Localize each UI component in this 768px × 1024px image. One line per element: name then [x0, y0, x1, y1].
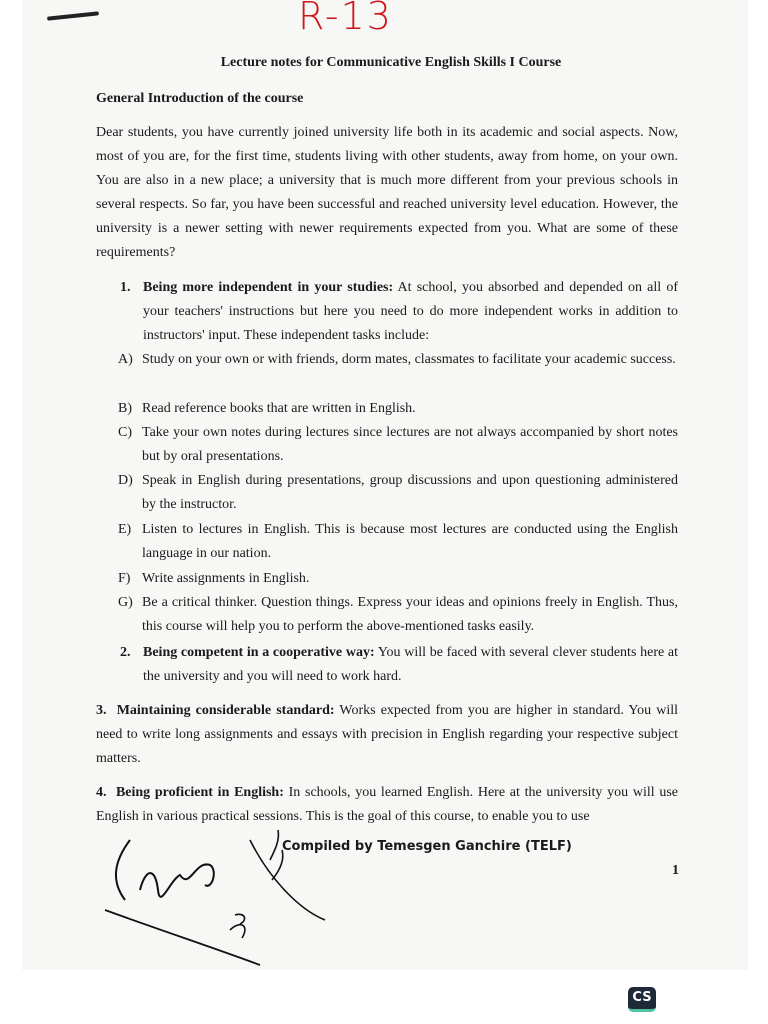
sub-item-text: Speak in English during presentations, group discussions and upon questioning administered by the instructor.: [142, 473, 678, 512]
sub-item-label: D): [118, 473, 133, 488]
sub-item-text: Be a critical thinker. Question things. Express your ideas and opinions freely in English. Thus, this course will help you to perform the above-mentioned tasks easily.: [142, 595, 678, 634]
sub-item-text: Study on your own or with friends, dorm mates, classmates to facilitate your academic success.: [142, 352, 676, 367]
sub-item-label: A): [118, 352, 133, 367]
footer-credit: Compiled by Temesgen Ganchire (TELF): [282, 839, 572, 854]
sub-item-d: [118, 469, 678, 517]
item-text: You will be faced with several clever students here at the university and you will need to work hard.: [143, 645, 679, 684]
list-item-2: [120, 641, 678, 689]
sub-item-c: [118, 421, 678, 469]
sub-item-e: [118, 518, 678, 566]
document-title: Lecture notes for Communicative English Skills I Course: [220, 55, 562, 70]
item-number: 4.: [96, 785, 107, 800]
sub-item-g: [118, 591, 678, 639]
sub-item-label: B): [118, 401, 132, 416]
item-title: Maintaining considerable standard:: [116, 703, 335, 718]
sub-item-f: [118, 567, 678, 591]
section-heading: General Introduction of the course: [96, 91, 304, 106]
intro-paragraph: Dear students, you have currently joined university life both in its academic and social aspects. Now, most of you are, for the first time, students living with other students, away from home, on your own. You are also in a new place; a university that is much more different from your previous schools in several respects. So far, you have been successful and reached university level education. However, the university is a newer setting with newer requirements expected from you. What are some of these requirements?: [96, 125, 678, 260]
camscanner-badge: CS: [628, 987, 656, 1012]
list-item-1: [120, 276, 678, 348]
item-title: Being proficient in English:: [115, 785, 284, 800]
sub-item-label: G): [118, 595, 133, 610]
list-item-3: [96, 699, 678, 771]
item-text: In schools, you learned English. Here at the university you will use English in various practical sessions. This is the goal of this course, to enable you to use: [96, 785, 679, 824]
sub-item-text: Read reference books that are written in English.: [142, 401, 416, 416]
item-number: 1.: [120, 280, 131, 295]
sub-item-text: Listen to lectures in English. This is because most lectures are conducted using the English language in our nation.: [142, 522, 678, 561]
handwritten-label: R-13: [298, 0, 393, 38]
item-text: At school, you absorbed and depended on all of your teachers' instructions but here you need to do more independent works in addition to instructors' input. These independent tasks include:: [143, 280, 679, 343]
sub-item-text: Take your own notes during lectures since lectures are not always accompanied by short notes but by oral presentations.: [142, 425, 678, 464]
item-text: Works expected from you are higher in standard. You will need to write long assignments and essays with precision in English regarding your respective subject matters.: [96, 703, 678, 766]
sub-item-label: C): [118, 425, 132, 440]
sub-item-label: F): [118, 571, 131, 586]
sub-item-label: E): [118, 522, 132, 537]
item-title: Being competent in a cooperative way:: [143, 645, 375, 660]
sub-item-text: Write assignments in English.: [142, 571, 310, 586]
item-number: 2.: [120, 645, 131, 660]
sub-item-b: [118, 397, 678, 421]
item-title: Being more independent in your studies:: [143, 280, 394, 295]
item-number: 3.: [96, 703, 107, 718]
page-number: 1: [672, 863, 679, 878]
sub-item-a: [118, 348, 678, 372]
